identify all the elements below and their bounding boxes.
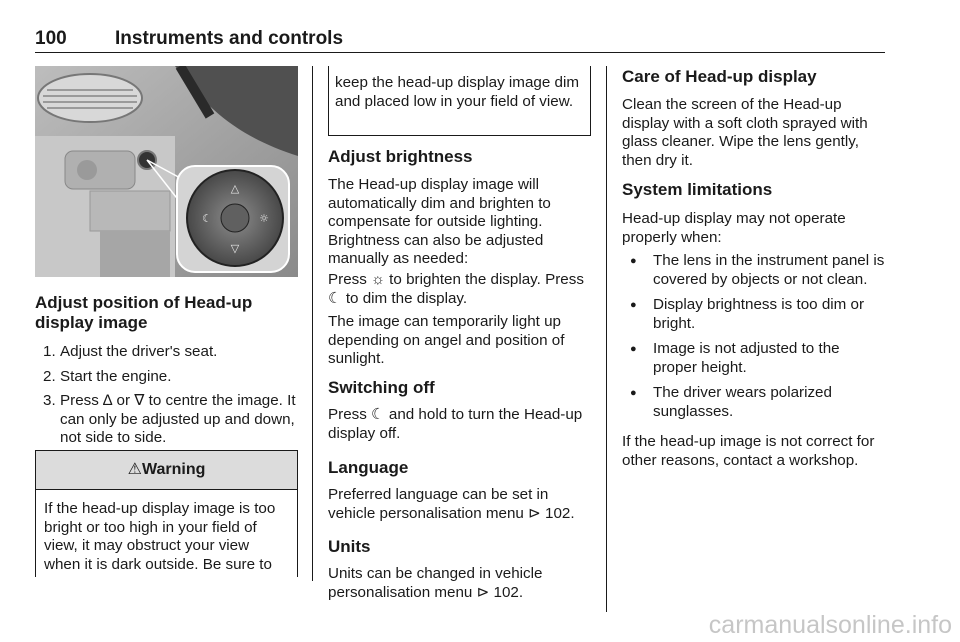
section-heading-units: Units (328, 537, 371, 556)
section-heading-adjust-position: Adjust position of Head-up display image (35, 293, 253, 332)
section-heading-language: Language (328, 458, 409, 477)
list-item: ● Display brightness is too dim or bright. (622, 296, 885, 333)
column-divider (606, 66, 607, 612)
limitations-intro: Head-up display may not operate properly when: (622, 210, 846, 246)
header-rule (35, 52, 885, 53)
page-header (35, 28, 885, 52)
limitations-list (622, 252, 885, 421)
brightness-paragraph: Press ☼ to brighten the display. Press ☾ to dim the display. (328, 271, 584, 307)
warning-text: If the head-up display image is too bright or too high in your field of view, it may obstruct your view when it is dark outside. Be sure to (44, 500, 276, 573)
section-heading-limitations: System limitations (622, 180, 773, 199)
warning-box (35, 450, 298, 577)
warning-header (36, 451, 297, 490)
list-item: ● The driver wears polarized sunglasses. (622, 384, 885, 421)
list-item: ● The lens in the instrument panel is covered by objects or not clean. (622, 252, 885, 289)
warning-icon: ⚠ (127, 461, 142, 478)
list-item: 1. Adjust the driver's seat. (43, 343, 218, 360)
limitations-outro: If the head-up image is not correct for other reasons, contact a workshop. (622, 433, 875, 469)
warning-title: Warning (141, 461, 206, 478)
warning-box-continued (328, 66, 591, 136)
watermark: carmanualsonline.info (708, 611, 952, 639)
section-heading-switching-off: Switching off (328, 378, 435, 397)
list-item: 3. Press ∆ or ∇ to centre the image. It can only be adjusted up and down, not side to side. (43, 392, 296, 446)
switching-off-text: Press ☾ and hold to turn the Head-up display off. (328, 406, 583, 442)
language-text: Preferred language can be set in vehicle personalisation menu ⊳ 102. (328, 486, 575, 522)
warning-text-continued: keep the head-up display image dim and placed low in your field of view. (335, 74, 579, 110)
list-item: 2. Start the engine. (43, 367, 172, 385)
section-heading-care: Care of Head-up display (622, 67, 817, 86)
svg-text:▽: ▽ (230, 242, 240, 255)
page-number: 100 (35, 28, 67, 49)
svg-text:☾: ☾ (202, 212, 212, 225)
list-item: ● Image is not adjusted to the proper height. (622, 340, 885, 377)
brightness-paragraph: The Head-up display image will automatically dim and brighten to compensate for outside lighting. Brightness can also be adjusted manually as needed: (328, 176, 551, 267)
svg-text:△: △ (230, 182, 240, 195)
units-text: Units can be changed in vehicle personalisation menu ⊳ 102. (328, 565, 543, 601)
svg-text:☼: ☼ (259, 212, 269, 225)
running-title: Instruments and controls (115, 28, 344, 49)
hud-controls-photo (35, 66, 298, 277)
adjust-steps-list (35, 343, 298, 448)
brightness-paragraph: The image can temporarily light up depending on angel and position of sunlight. (328, 313, 565, 367)
care-text: Clean the screen of the Head-up display with a soft cloth sprayed with glass cleaner. Wipe the lens gently, then dry it. (622, 96, 868, 169)
section-heading-brightness: Adjust brightness (328, 147, 473, 166)
column-divider (312, 66, 313, 581)
